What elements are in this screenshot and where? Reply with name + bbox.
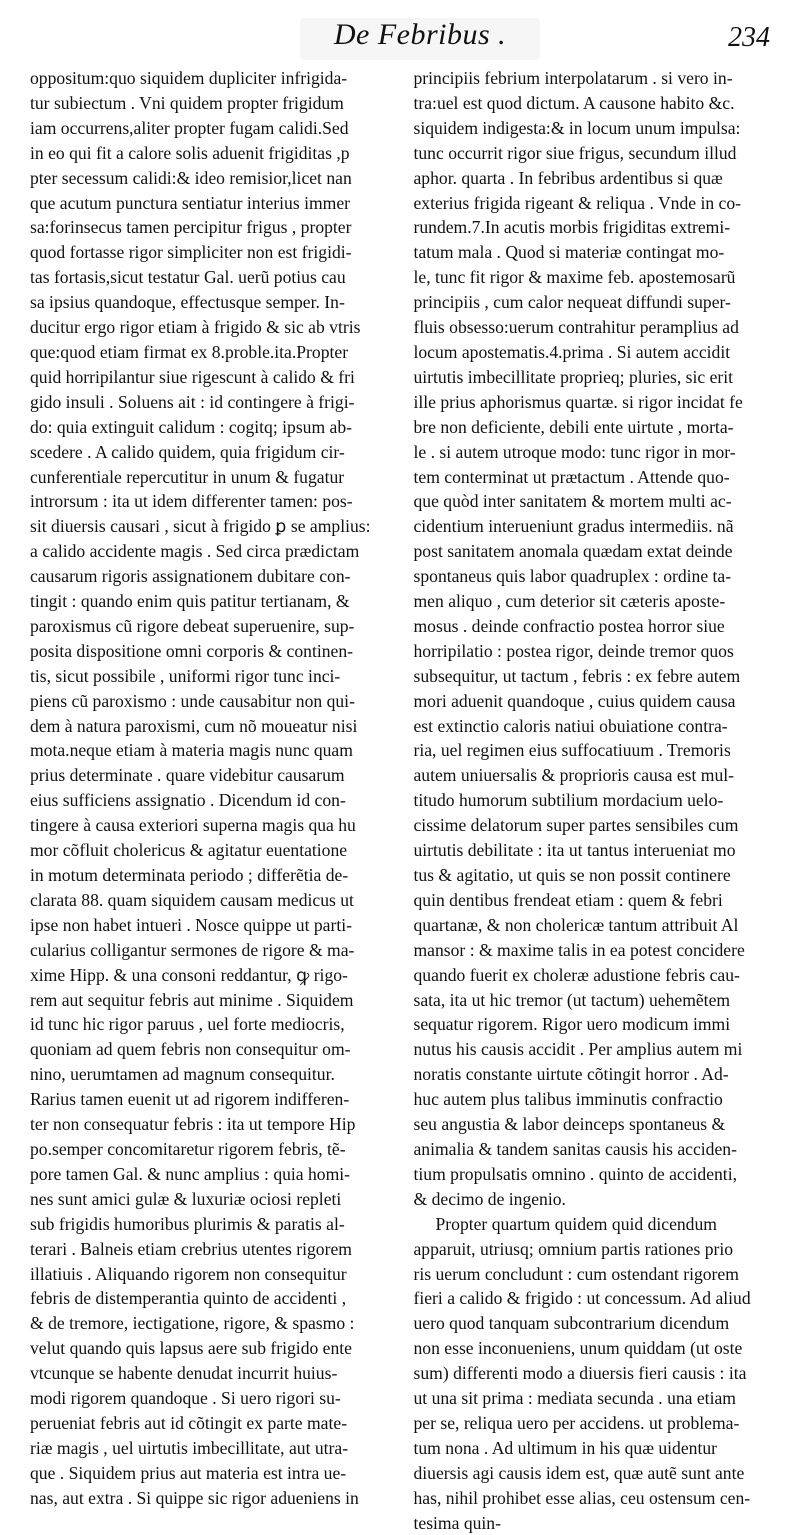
text-line: ut una sit prima : mediata secunda . una etiam [413,1388,736,1409]
text-line: nino, uerumtamen ad magnum consequitur. [30,1064,335,1085]
text-line: ria, uel regimen eius suffocatiuum . Tremoris [413,740,731,761]
text-line: febris de distemperantia quinto de accidenti , [30,1288,347,1309]
text-line: tur subiectum . Vni quidem propter frigidum [30,92,344,113]
text-line: tra:uel est quod dictum. A causone habito &c. [413,92,735,113]
text-line: quod fortasse rigor simpliciter non est frigidi- [30,242,352,263]
text-line: in eo qui fit a calore solis aduenit frigiditas ,p [30,142,350,163]
text-line: spontaneus quis labor quadruplex : ordine ta- [413,566,732,587]
text-line: rem aut sequitur febris aut minime . Siquidem [30,989,354,1010]
page-number: 234 [728,22,770,53]
text-line: sa:forinsecus tamen percipitur frigus , propter [30,217,352,238]
text-line: quando fuerit ex choleræ adustione febris cau- [413,964,740,985]
text-line: scedere . A calido quidem, quia frigidum cir- [30,441,345,462]
text-line: cularius colligantur sermones de rigore & ma- [30,939,355,960]
text-line: introrsum : ita ut idem differenter tamen: pos- [30,491,353,512]
text-line: cissime delatorum super partes sensibiles cum [413,815,739,836]
text-line: tas fortasis,sicut testatur Gal. uerũ potius cau [30,267,346,288]
text-line: per se, reliqua uero per accidens. ut problema- [413,1412,740,1433]
text-line: gido insuli . Soluens ait : id contingere à frigi- [30,391,355,412]
text-line: apparuit, utriusq; omnium partis rationes prio [413,1238,734,1259]
text-line: xime Hipp. & una consoni reddantur, ꝙ rigo- [30,964,348,985]
right-column [413,66,776,1533]
text-line: fluis obsesso:uerum contrahitur peramplius ad [413,317,739,338]
text-line: pter secessum calidi:& ideo remisior,licet nan [30,167,352,188]
text-line: bre non deficiente, debili ente uirtute , morta- [413,416,734,437]
text-line: id tunc hic rigor paruus , uel forte mediocris, [30,1014,345,1035]
text-line: paroxismus cũ rigore debeat superuenire, sup- [30,615,355,636]
text-line: terari . Balneis etiam crebrius utentes rigorem [30,1238,352,1259]
text-line: le . si autem utroque modo: tunc rigor in mor- [413,441,736,462]
text-line: sub frigidis humoribus plurimis & paratis al- [30,1213,345,1234]
text-line: locum apostematis.4.prima . Si autem accidit [413,341,731,362]
left-column [30,66,392,1508]
text-line: tunc occurrit rigor siue frigus, secundum illud [413,142,737,163]
text-line: animalia & tandem sanitas causis his acciden- [413,1138,737,1159]
text-line: sum) differenti modo a diuersis fieri causis : ita [413,1363,747,1384]
text-columns [30,66,775,1533]
text-line: fieri a calido & frigido : ut concessum. Ad aliud [413,1288,751,1309]
text-line: pore tamen Gal. & nunc amplius : quia homi- [30,1163,351,1184]
text-line: que . Siquidem prius aut materia est intra ue- [30,1462,347,1483]
text-line: tingit : quando enim quis patitur tertianam, & [30,591,350,612]
text-line: que quòd inter sanitatem & mortem multi ac- [413,491,732,512]
text-line: dem à natura paroxismi, cum nõ moueatur nisi [30,715,358,736]
text-line: iam occurrens,aliter propter fugam calidi.Sed [30,117,349,138]
text-line: quin dentibus frendeat etiam : quem & febri [413,889,723,910]
text-line: Propter quartum quidem quid dicendum [435,1213,717,1234]
text-line: Rarius tamen euenit ut ad rigorem indifferen- [30,1089,350,1110]
text-line: tium propulsatis omnino . quinto de accidenti, [413,1163,737,1184]
text-line: tesima quin- [413,1512,501,1533]
text-line: modi rigorem quandoque . Si uero rigori su- [30,1388,341,1409]
text-line: uirtutis imbecillitate proprieq; pluries, sic erit [413,366,734,387]
running-head: De Febribus . [333,18,507,51]
text-line: quartanæ, & non cholericæ tantum attribuit Al [413,914,739,935]
text-line: autem uniuersalis & proprioris causa est mul- [413,765,735,786]
text-line: principiis , cum calor nequeat diffundi super- [413,292,731,313]
text-line: men aliquo , cum deterior sit cæteris aposte- [413,591,726,612]
text-line: post sanitatem anomala quædam extat deinde [413,541,733,562]
text-line: nas, aut extra . Si quippe sic rigor adueniens in [30,1487,359,1508]
text-line: vtcunque se habente denudat incurrit huius- [30,1363,338,1384]
text-line: le, tunc fit rigor & maxime feb. apostemosarũ [413,267,736,288]
text-line: cidentium interueniunt gradus intermediis. nã [413,516,734,537]
text-line: horripilatio : postea rigor, deinde tremor quos [413,640,734,661]
text-line: velut quando quis lapsus aere sub frigido ente [30,1338,352,1359]
text-line: mor cõfluit cholericus & agitatur euentatione [30,840,348,861]
text-line: & de tremore, iectigatione, rigore, & spasmo : [30,1313,355,1334]
text-line: tatum mala . Quod si materiæ contingat mo- [413,242,725,263]
text-line: diuersis agi causis idem est, quæ autẽ sunt ante [413,1462,745,1483]
text-line: tem conterminat ut prætactum . Attende quo- [413,466,730,487]
text-line: exterius frigida rigeant & reliqua . Vnde in co- [413,192,741,213]
text-line: oppositum:quo siquidem dupliciter infrigida- [30,68,348,88]
text-line: ipse non habet intueri . Nosce quippe ut parti- [30,914,352,935]
text-line: & decimo de ingenio. [413,1188,566,1209]
text-line: sata, ita ut hic tremor (ut tactum) uehemẽtem [413,989,731,1010]
text-line: que acutum punctura sentiatur interius immer [30,192,351,213]
text-line: riæ magis , uel uirtutis imbecillitate, aut utra- [30,1437,349,1458]
text-line: causarum rigoris assignationem dubitare con- [30,566,351,587]
text-line: a calido accidente magis . Sed circa prædictam [30,541,360,562]
text-line: aphor. quarta . In febribus ardentibus si quæ [413,167,723,188]
text-line: mosus . deinde confractio postea horror siue [413,615,725,636]
text-line: uero quod tanquam subcontrarium dicendum [413,1313,730,1334]
text-line: siquidem indigesta:& in locum unum impulsa: [413,117,741,138]
text-line: non esse inconueniens, unum quiddam (ut oste [413,1338,743,1359]
text-line: illatiuis . Aliquando rigorem non consequitur [30,1263,347,1284]
text-line: ille prius aphorismus quartæ. si rigor incidat fe [413,391,743,412]
text-line: quid horripilantur siue rigescunt à calido & fri [30,366,355,387]
text-line: prius determinate . quare videbitur causarum [30,765,345,786]
text-line: principiis febrium interpolatarum . si vero in- [413,68,733,88]
text-line: mori aduenit quandoque , cuius quidem causa [413,690,736,711]
text-line: subsequitur, ut tactum , febris : ex febre autem [413,665,741,686]
text-line: nes sunt amici gulæ & luxuriæ ociosi repleti [30,1188,342,1209]
text-line: sa ipsius quandoque, effectusque semper. In- [30,292,345,313]
text-line: huc autem plus talibus imminutis confractio [413,1089,723,1110]
text-line: est extinctio caloris natiui obuiatione contra- [413,715,728,736]
text-line: has, nihil prohibet esse alias, ceu ostensum cen- [413,1487,751,1508]
text-line: ris uerum concludunt : cum ostendant rigorem [413,1263,739,1284]
text-line: ter non consequatur febris : ita ut tempore Hip [30,1114,356,1135]
text-line: in motum determinata periodo ; differẽtia de- [30,865,349,885]
text-line: quoniam ad quem febris non consequitur om- [30,1039,351,1060]
text-line: mota.neque etiam à materia magis nunc quam [30,740,353,761]
text-line: nutus his causis accidit . Per amplius autem mi [413,1039,743,1060]
text-line: noratis constante uirtute cõtingit horror . Ad- [413,1064,729,1085]
text-line: do: quia extinguit calidum : cogitq; ipsum ab- [30,416,353,437]
text-line: tis, sicut possibile , uniformi rigor tunc inci- [30,665,341,686]
text-line: ducitur ergo rigor etiam à frigido & sic ab vtris [30,317,361,338]
text-line: po.semper concomitaretur rigorem febris, tẽ- [30,1138,346,1159]
text-line: clarata 88. quam siquidem causam medicus ut [30,889,354,910]
text-line: que:quod etiam firmat ex 8.proble.ita.Propter [30,341,349,362]
text-line: tingere à causa exteriori superna magis qua hu [30,815,356,836]
text-line: tum nona . Ad ultimum in his quæ uidentur [413,1437,717,1458]
text-line: rundem.7.In acutis morbis frigiditas extremi- [413,217,731,238]
text-line: posita dispositione omni corporis & continen- [30,640,354,661]
text-line: titudo humorum subtilium mordacium uelo- [413,790,724,811]
text-line: uirtutis debilitate : ita ut tantus interueniat mo [413,840,736,861]
text-line: perueniat febris aut id cõtingit ex parte mate- [30,1412,348,1433]
text-line: eius sufficiens assignatio . Dicendum id con- [30,790,346,811]
text-line: cunferentiale repercutitur in unum & fugatur [30,466,345,487]
text-line: piens cũ paroxismo : unde causabitur non qui- [30,690,355,711]
text-line: sequatur rigorem. Rigor uero modicum immi [413,1014,731,1035]
text-line: tus & agitatio, ut quis se non possit continere [413,865,731,885]
text-line: mansor : & maxime talis in ea potest concidere [413,939,745,960]
text-line: sit diuersis causari , sicut à frigido ꝑ se amplius: [30,516,371,537]
text-line: seu angustia & labor deinceps spontaneus & [413,1114,726,1135]
